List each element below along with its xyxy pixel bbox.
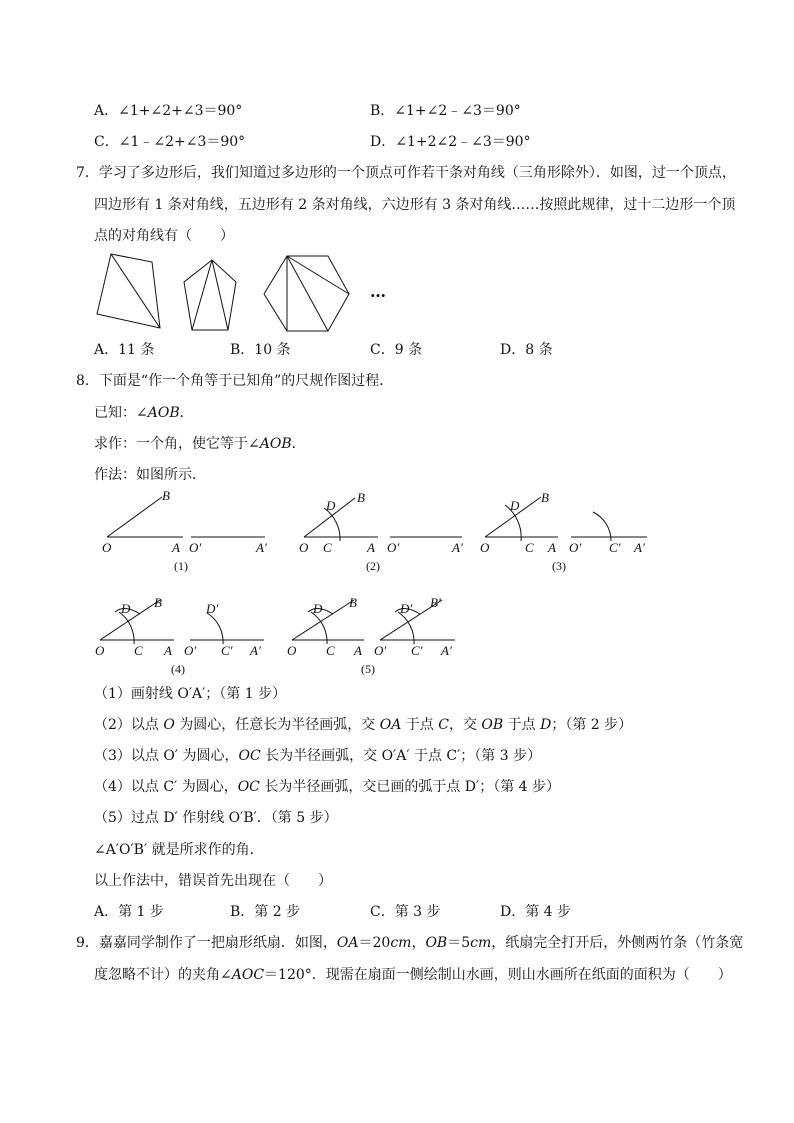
- fig1-label-a: A: [172, 540, 180, 555]
- q9-line-2: 度忽略不计）的夹角∠AOC＝120°．现需在扇面一侧绘制山水画，则山水画所在纸面的面积为（ ）: [94, 967, 732, 983]
- fig5-label-o: O: [287, 643, 297, 658]
- fig1-label-o: O: [102, 540, 112, 555]
- fig2-label-c: C: [323, 540, 332, 555]
- fig1-caption: (1): [174, 559, 188, 573]
- q8-conclusion: ∠A′O′B′ 就是所求作的角．: [94, 842, 264, 858]
- fig4-caption: (4): [171, 662, 185, 676]
- q8-method: 作法：如图所示．: [94, 467, 206, 483]
- fig4-label-op: O′: [184, 643, 197, 658]
- q6-option-a: A．∠1+∠2+∠3＝90°: [94, 103, 243, 119]
- fig4-label-a: A: [164, 643, 172, 658]
- q7-line-3: 点的对角线有（ ）: [94, 228, 234, 244]
- q7-option-c: C．9 条: [370, 342, 423, 358]
- q8-option-d: D．第 4 步: [500, 904, 572, 920]
- fig3-label-ap: A′: [634, 540, 645, 555]
- fig5-label-bp: B′: [430, 595, 441, 610]
- fig4-label-b: B: [154, 595, 162, 610]
- fig5-label-a: A: [354, 643, 362, 658]
- q8-step-2: （2）以点 O 为圆心，任意长为半径画弧，交 OA 于点 C，交 OB 于点 D；（第 2 步）: [94, 717, 633, 733]
- fig4-label-o: O: [95, 643, 105, 658]
- q7-option-a: A．11 条: [94, 342, 155, 358]
- q8-question: 以上作法中，错误首先出现在（ ）: [94, 873, 332, 889]
- q7-option-d: D．8 条: [500, 342, 553, 358]
- fig4-label-d: D: [121, 601, 131, 616]
- q6-option-d: D．∠1+2∠2﹣∠3＝90°: [370, 134, 531, 150]
- fig5-label-cp: C′: [411, 643, 423, 658]
- fig1-label-ap: A′: [256, 540, 267, 555]
- fig5-label-op: O′: [374, 643, 387, 658]
- q7-line-1: 7．学习了多边形后，我们知道过多边形的一个顶点可作若干条对角线（三角形除外）．如图，过一个顶点，: [76, 165, 736, 181]
- q9-line-1: 9．嘉嘉同学制作了一把扇形纸扇．如图，OA＝20cm，OB＝5cm，纸扇完全打开后，外侧两竹条（竹条宽: [76, 935, 744, 951]
- fig1-label-b: B: [162, 488, 170, 503]
- q8-step-5: （5）过点 D′ 作射线 O′B′．（第 5 步）: [94, 810, 338, 826]
- fig4-label-c: C: [134, 643, 143, 658]
- fig4-label-dp: D′: [206, 601, 219, 616]
- fig4-label-ap: A′: [250, 643, 261, 658]
- fig5-label-b: B: [349, 595, 357, 610]
- fig5-label-ap: A′: [441, 643, 452, 658]
- q8-option-b: B．第 2 步: [230, 904, 301, 920]
- fig3-label-c: C: [525, 540, 534, 555]
- fig3-label-op: O′: [569, 540, 582, 555]
- q6-option-b: B．∠1+∠2﹣∠3＝90°: [370, 103, 521, 119]
- fig3-label-a: A: [548, 540, 556, 555]
- q8-option-c: C．第 3 步: [370, 904, 441, 920]
- fig1-label-op: O′: [189, 540, 202, 555]
- q8-step-1: （1）画射线 O′A′；（第 1 步）: [94, 686, 287, 702]
- fig3-label-cp: C′: [609, 540, 621, 555]
- fig3-label-d: D: [510, 498, 520, 513]
- fig3-label-o: O: [480, 540, 490, 555]
- q8-ask: 求作：一个角，使它等于∠AOB．: [94, 436, 306, 452]
- fig5-caption: (5): [361, 662, 375, 676]
- q8-title: 8．下面是“作一个角等于已知角”的尺规作图过程．: [76, 373, 394, 389]
- q7-ellipsis: …: [370, 282, 386, 301]
- fig3-caption: (3): [552, 559, 566, 573]
- fig2-label-o: O: [299, 540, 309, 555]
- fig2-label-ap: A′: [452, 540, 463, 555]
- q8-step-4: （4）以点 C′ 为圆心，OC 长为半径画弧，交已画的弧于点 D′；（第 4 步）: [94, 779, 561, 795]
- fig2-label-d: D: [326, 498, 336, 513]
- q7-line-2: 四边形有 1 条对角线，五边形有 2 条对角线，六边形有 3 条对角线……按照此规律，过十二边形一个顶: [94, 197, 736, 213]
- q7-option-b: B．10 条: [230, 342, 291, 358]
- fig3-label-b: B: [541, 490, 549, 505]
- q8-option-a: A．第 1 步: [94, 904, 164, 920]
- q8-known: 已知：∠AOB．: [94, 405, 194, 421]
- fig5-label-dp: D′: [400, 601, 413, 616]
- fig2-caption: (2): [366, 559, 380, 573]
- fig4-label-cp: C′: [221, 643, 233, 658]
- fig5-label-c: C: [326, 643, 335, 658]
- q8-step-3: （3）以点 O′ 为圆心，OC 长为半径画弧，交 O′A′ 于点 C′；（第 3 步）: [94, 748, 542, 764]
- fig2-label-op: O′: [387, 540, 400, 555]
- fig2-label-b: B: [357, 490, 365, 505]
- fig5-label-d: D: [313, 601, 323, 616]
- q6-option-c: C．∠1﹣∠2+∠3＝90°: [94, 134, 246, 150]
- fig2-label-a: A: [367, 540, 375, 555]
